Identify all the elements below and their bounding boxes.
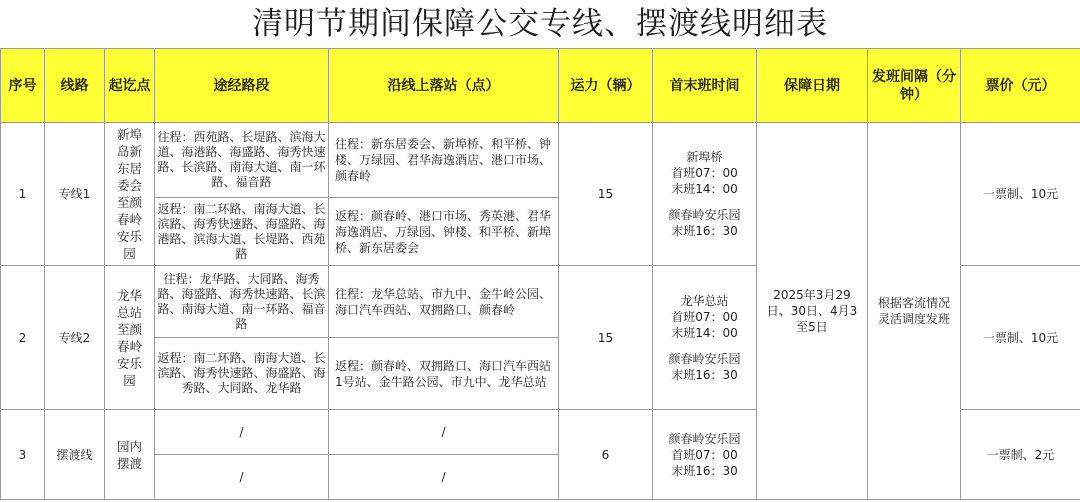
header-times: 首末班时间 <box>653 49 757 123</box>
origin-cell: 园内摆渡 <box>105 410 155 500</box>
times-cell <box>653 266 757 410</box>
header-line: 线路 <box>45 49 105 123</box>
seq-cell: 1 <box>1 123 45 266</box>
header-dates: 保障日期 <box>757 49 868 123</box>
seq-cell: 2 <box>1 266 45 410</box>
stops-out-cell: 往程：龙华总站、市九中、金牛岭公园、海口汽车西站、双拥路口、颜春岭 <box>329 266 559 338</box>
route-back-cell: 返程：南二环路、南海大道、长滨路、海秀快速路、海盛路、海秀路、大同路、龙华路 <box>155 338 329 410</box>
header-seq: 序号 <box>1 49 45 123</box>
fare-cell: 一票制、10元 <box>961 123 1080 266</box>
time-station-b: 颜春岭安乐园 <box>668 208 741 222</box>
capacity-cell: 6 <box>559 410 653 500</box>
time-last-b: 末班16：30 <box>671 224 738 238</box>
seq-cell: 3 <box>1 410 45 500</box>
route-out-cell: 往程：西苑路、长堤路、滨海大道、海港路、海盛路、海秀快速路、长滨路、南海大道、南一环路、福音路 <box>155 123 329 198</box>
stops-out-cell: 往程：新东居委会、新埠桥、和平桥、钟楼、万绿园、君华海逸酒店、港口市场、颜春岭 <box>329 123 559 198</box>
fare-cell: 一票制、2元 <box>961 410 1080 500</box>
time-first-a: 首班07：00 <box>671 309 738 324</box>
time-station-b: 颜春岭安乐园 <box>668 351 741 366</box>
route-out-cell: / <box>155 410 329 455</box>
origin-cell: 新埠岛新东居委会至颜春岭安乐园 <box>105 123 155 266</box>
header-stops: 沿线上落站（点） <box>329 49 559 123</box>
page-title: 清明节期间保障公交专线、摆渡线明细表 <box>252 6 828 42</box>
stops-back-cell: 返程：颜春岭、双拥路口、海口汽车西站1号站、金牛路公园、市九中、龙华总站 <box>329 338 559 410</box>
header-origin: 起讫点 <box>105 49 155 123</box>
origin-cell: 龙华总站至颜春岭安乐园 <box>105 266 155 410</box>
time-last-a: 末班16：30 <box>671 463 738 478</box>
time-station-a: 颜春岭安乐园 <box>668 431 741 446</box>
stops-back-cell: 返程：颜春岭、港口市场、秀英港、君华海逸酒店、万绿园、钟楼、和平桥、新埠桥、新东居委会 <box>329 198 559 266</box>
route-out-cell: 往程：龙华路、大同路、海秀路、海盛路、海秀快速路、长滨路、南海大道、南一环路、福音路 <box>155 266 329 338</box>
times-cell <box>653 410 757 500</box>
time-last-a: 末班14：00 <box>671 325 738 340</box>
time-first-a: 首班07：00 <box>671 447 738 462</box>
interval-cell: 根据客流情况灵活调度发班 <box>868 123 961 500</box>
time-first-a: 首班07：00 <box>671 166 738 180</box>
capacity-cell: 15 <box>559 266 653 410</box>
times-cell <box>653 123 757 266</box>
time-station-a: 龙华总站 <box>680 293 729 308</box>
route-back-cell: 返程：南二环路、南海大道、长滨路、海秀快速路、海盛路、海港路、滨海大道、长堤路、西苑路 <box>155 198 329 266</box>
time-station-a: 新埠桥 <box>686 150 723 164</box>
fare-cell: 一票制、10元 <box>961 266 1080 410</box>
stops-out-cell: / <box>329 410 559 455</box>
time-last-b: 末班16：30 <box>671 367 738 382</box>
route-back-cell: / <box>155 455 329 500</box>
table-header-row <box>1 49 1080 123</box>
header-fare: 票价（元） <box>961 49 1080 123</box>
schedule-table <box>0 48 1080 500</box>
table-row <box>1 123 1080 198</box>
header-interval: 发班间隔（分钟） <box>868 49 961 123</box>
stops-back-cell: / <box>329 455 559 500</box>
line-cell: 专线2 <box>45 266 105 410</box>
header-route: 途经路段 <box>155 49 329 123</box>
capacity-cell: 15 <box>559 123 653 266</box>
time-last-a: 末班14：00 <box>671 182 738 196</box>
line-cell: 摆渡线 <box>45 410 105 500</box>
header-capacity: 运力（辆） <box>559 49 653 123</box>
line-cell: 专线1 <box>45 123 105 266</box>
dates-cell: 2025年3月29日、30日、4月3至5日 <box>757 123 868 500</box>
